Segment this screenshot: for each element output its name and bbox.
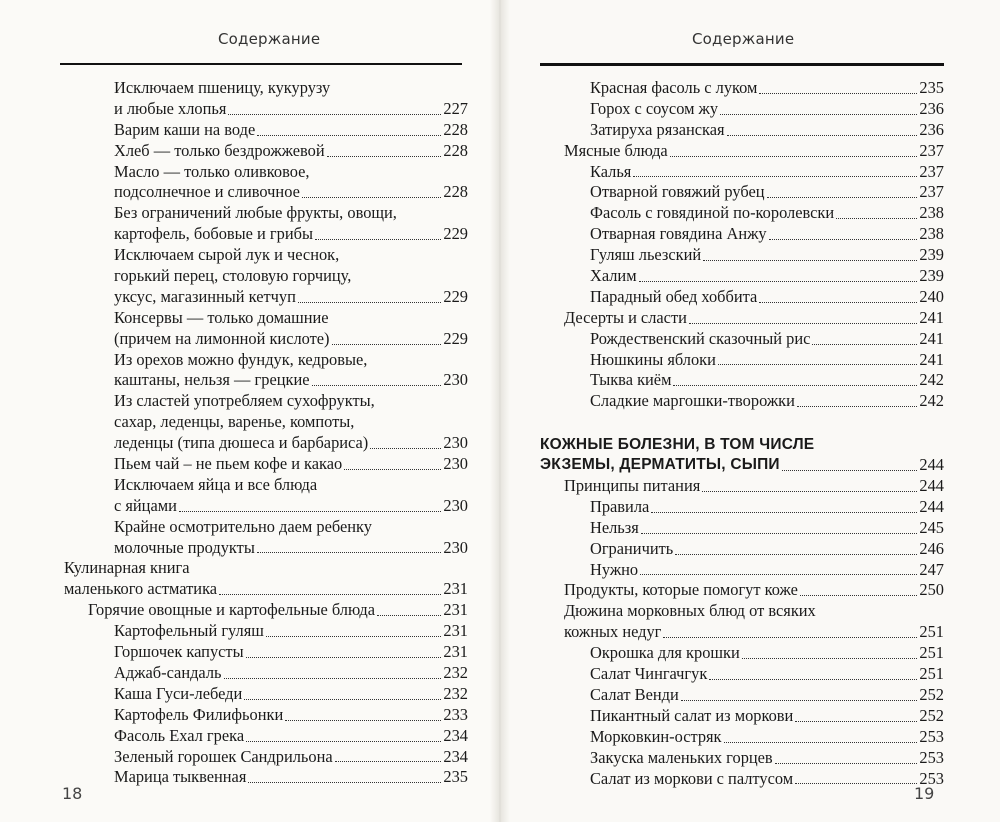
toc-entry	[64, 433, 468, 454]
right-toc	[540, 78, 944, 789]
toc-entry-title: Аджаб-сандаль	[114, 662, 222, 682]
dot-leader	[718, 350, 918, 371]
dot-leader	[285, 705, 441, 726]
toc-entry-continued	[64, 162, 468, 183]
toc-entry	[540, 370, 944, 391]
toc-page-number: 231	[443, 600, 468, 620]
toc-entry-continued	[64, 391, 468, 412]
toc-entry-title: (причем на лимонной кислоте)	[114, 328, 330, 348]
toc-entry-title: с яйцами	[114, 495, 177, 515]
toc-page-number: 234	[443, 746, 468, 766]
dot-leader	[344, 454, 441, 475]
toc-page-number: 252	[919, 705, 944, 725]
toc-page-number: 228	[443, 119, 468, 139]
toc-entry	[540, 497, 944, 518]
toc-entry-title: Картофельный гуляш	[114, 621, 264, 641]
toc-entry	[540, 245, 944, 266]
toc-entry	[64, 224, 468, 245]
toc-page-number: 244	[919, 476, 944, 496]
toc-page-number: 237	[919, 161, 944, 181]
dot-leader	[219, 579, 441, 600]
toc-entry-title: Марица тыквенная	[114, 767, 247, 787]
toc-entry	[64, 99, 468, 120]
toc-page-number: 241	[919, 328, 944, 348]
toc-entry-continued	[64, 308, 468, 329]
toc-entry	[540, 727, 944, 748]
toc-page-number: 235	[919, 78, 944, 97]
toc-page-number: 229	[443, 286, 468, 306]
dot-leader	[675, 539, 917, 560]
toc-entry-title: и любые хлопья	[114, 98, 227, 118]
toc-entry-title: Исключаем яйца и все блюда	[114, 474, 318, 494]
toc-entry-title: Нельзя	[590, 517, 639, 537]
toc-entry-continued	[64, 475, 468, 496]
dot-leader	[633, 162, 917, 183]
dot-leader	[640, 560, 917, 581]
toc-entry	[64, 287, 468, 308]
dot-leader	[651, 497, 917, 518]
toc-page-number: 239	[919, 245, 944, 265]
toc-entry-title: Пьем чай – не пьем кофе и какао	[114, 454, 343, 474]
toc-entry	[64, 370, 468, 391]
dot-leader	[641, 518, 918, 539]
toc-page-number: 234	[443, 725, 468, 745]
dot-leader	[800, 580, 917, 601]
left-running-header: Содержание	[218, 30, 321, 48]
toc-entry	[540, 580, 944, 601]
toc-page-number: 252	[919, 684, 944, 704]
toc-entry-continued	[540, 434, 944, 455]
toc-page-number: 253	[919, 726, 944, 746]
toc-entry-title: Картофель Филифьонки	[114, 704, 284, 724]
toc-entry	[540, 539, 944, 560]
toc-entry	[64, 538, 468, 559]
toc-page-number: 242	[919, 370, 944, 390]
toc-entry-title: Отварной говяжий рубец	[590, 182, 765, 202]
toc-entry-continued	[540, 601, 944, 622]
toc-entry	[64, 767, 468, 788]
toc-entry	[540, 266, 944, 287]
dot-leader	[302, 182, 442, 203]
toc-page-number: 237	[919, 182, 944, 202]
toc-entry	[64, 579, 468, 600]
dot-leader	[797, 391, 917, 412]
dot-leader	[795, 769, 917, 790]
dot-leader	[266, 621, 442, 642]
dot-leader	[673, 370, 917, 391]
toc-entry-title: Закуска маленьких горцев	[590, 747, 773, 767]
toc-entry-title: Горох с соусом жу	[590, 98, 719, 118]
dot-leader	[335, 747, 442, 768]
left-page	[0, 0, 498, 822]
toc-page-number: 242	[919, 391, 944, 411]
toc-entry-title: леденцы (типа дюшеса и барбариса)	[114, 433, 369, 453]
toc-entry-title: сахар, леденцы, варенье, компоты,	[114, 412, 355, 432]
toc-entry-title: Из сластей употребляем сухофрукты,	[114, 391, 375, 411]
toc-entry-title: Нюшкины яблоки	[590, 349, 716, 369]
dot-leader	[795, 706, 917, 727]
toc-page-number: 233	[443, 704, 468, 724]
dot-leader	[689, 308, 918, 329]
dot-leader	[228, 99, 441, 120]
toc-entry-title: Халим	[590, 266, 637, 286]
toc-entry	[64, 747, 468, 768]
toc-entry	[64, 684, 468, 705]
toc-entry-title: подсолнечное и сливочное	[114, 182, 300, 202]
toc-entry-title: Фасоль Ехал грека	[114, 725, 245, 745]
dot-leader	[724, 727, 918, 748]
left-toc	[64, 78, 468, 788]
toc-entry-title: Нужно	[590, 559, 639, 579]
section-gap	[540, 412, 944, 434]
toc-entry-title: Правила	[590, 496, 650, 516]
toc-page-number: 237	[919, 140, 944, 160]
toc-entry	[540, 120, 944, 141]
toc-entry	[540, 391, 944, 412]
toc-page-number: 230	[443, 370, 468, 390]
toc-page-number: 238	[919, 224, 944, 244]
toc-page-number: 229	[443, 224, 468, 244]
toc-entry-title: Каша Гуси-лебеди	[114, 683, 243, 703]
toc-entry-title: маленького астматика	[64, 579, 218, 599]
toc-entry	[540, 685, 944, 706]
toc-entry-title: Салат из моркови с палтусом	[590, 768, 794, 788]
toc-entry-title: Зеленый горошек Сандрильона	[114, 746, 333, 766]
toc-entry-title: Салат Венди	[590, 684, 679, 704]
dot-leader	[332, 329, 442, 350]
toc-entry-title: Гуляш льезский	[590, 245, 702, 265]
dot-leader	[759, 78, 917, 99]
toc-page-number: 238	[919, 203, 944, 223]
book-gutter	[490, 0, 510, 822]
toc-entry-title: Исключаем сырой лук и чеснок,	[114, 245, 340, 265]
left-page-number: 18	[62, 784, 83, 803]
toc-entry	[64, 642, 468, 663]
toc-entry-title: Фасоль с говядиной по-королевски	[590, 203, 835, 223]
dot-leader	[639, 266, 918, 287]
dot-leader	[246, 726, 441, 747]
toc-entry	[540, 99, 944, 120]
toc-entry	[540, 308, 944, 329]
toc-entry-title: Салат Чингачгук	[590, 664, 708, 684]
toc-page-number: 230	[443, 537, 468, 557]
toc-page-number: 232	[443, 683, 468, 703]
toc-entry	[64, 726, 468, 747]
toc-entry-continued	[64, 350, 468, 371]
dot-leader	[727, 120, 918, 141]
toc-page-number: 244	[919, 455, 944, 475]
dot-leader	[246, 642, 442, 663]
dot-leader	[327, 141, 442, 162]
toc-entry	[64, 182, 468, 203]
toc-entry-title: Продукты, которые помогут коже	[564, 580, 798, 600]
toc-entry	[540, 748, 944, 769]
toc-entry	[540, 643, 944, 664]
toc-entry	[540, 622, 944, 643]
right-page	[502, 0, 1000, 822]
toc-page-number: 230	[443, 433, 468, 453]
toc-entry-title: ЭКЗЕМЫ, ДЕРМАТИТЫ, СЫПИ	[540, 456, 780, 474]
dot-leader	[370, 433, 441, 454]
toc-entry	[540, 455, 944, 476]
toc-entry	[540, 518, 944, 539]
toc-entry	[64, 329, 468, 350]
dot-leader	[812, 329, 917, 350]
toc-entry-title: КОЖНЫЕ БОЛЕЗНИ, В ТОМ ЧИСЛЕ	[540, 436, 815, 454]
toc-entry	[64, 600, 468, 621]
dot-leader	[298, 287, 442, 308]
toc-page-number: 247	[919, 559, 944, 579]
dot-leader	[759, 287, 917, 308]
dot-leader	[670, 141, 918, 162]
dot-leader	[312, 370, 442, 391]
toc-entry-continued	[64, 266, 468, 287]
dot-leader	[681, 685, 918, 706]
toc-entry-title: Консервы — только домашние	[114, 307, 329, 327]
dot-leader	[769, 224, 918, 245]
toc-entry	[540, 769, 944, 790]
toc-entry-continued	[64, 245, 468, 266]
dot-leader	[709, 664, 917, 685]
dot-leader	[720, 99, 917, 120]
toc-page-number: 228	[443, 140, 468, 160]
toc-entry-title: Крайне осмотрительно даем ребенку	[114, 516, 372, 536]
toc-entry-title: Горшочек капусты	[114, 642, 244, 662]
toc-page-number: 235	[443, 767, 468, 787]
toc-page-number: 231	[443, 642, 468, 662]
toc-entry-title: Парадный обед хоббита	[590, 286, 758, 306]
dot-leader	[257, 538, 442, 559]
toc-entry	[540, 560, 944, 581]
dot-leader	[377, 600, 441, 621]
dot-leader	[663, 622, 917, 643]
toc-entry-title: Принципы питания	[564, 476, 701, 496]
toc-entry-title: Морковкин-остряк	[590, 726, 722, 746]
toc-page-number: 250	[919, 580, 944, 600]
toc-entry	[540, 162, 944, 183]
toc-entry	[540, 706, 944, 727]
toc-page-number: 244	[919, 496, 944, 516]
toc-entry-title: Варим каши на воде	[114, 119, 256, 139]
toc-entry	[64, 141, 468, 162]
toc-entry	[540, 476, 944, 497]
toc-page-number: 227	[443, 98, 468, 118]
toc-entry	[540, 224, 944, 245]
toc-entry	[540, 329, 944, 350]
toc-entry-title: кожных недуг	[564, 622, 662, 642]
dot-leader	[244, 684, 441, 705]
toc-entry-title: Пикантный салат из моркови	[590, 705, 794, 725]
dot-leader	[257, 120, 441, 141]
toc-page-number: 232	[443, 662, 468, 682]
right-page-number: 19	[914, 784, 935, 803]
toc-page-number: 229	[443, 328, 468, 348]
toc-page-number: 239	[919, 266, 944, 286]
toc-page-number: 228	[443, 182, 468, 202]
toc-entry-title: Тыква киём	[590, 370, 672, 390]
dot-leader	[224, 663, 442, 684]
toc-entry	[540, 182, 944, 203]
toc-page-number: 253	[919, 747, 944, 767]
toc-entry-title: Рождественский сказочный рис	[590, 328, 811, 348]
toc-entry-continued	[64, 558, 468, 579]
toc-page-number: 236	[919, 119, 944, 139]
right-running-header: Содержание	[692, 30, 795, 48]
toc-entry-title: Затируха рязанская	[590, 119, 725, 139]
right-header-rule	[540, 63, 944, 66]
toc-entry-title: Кулинарная книга	[64, 558, 190, 578]
toc-entry-title: Калья	[590, 161, 632, 181]
toc-page-number: 241	[919, 349, 944, 369]
toc-page-number: 251	[919, 643, 944, 663]
toc-entry-title: каштаны, нельзя — грецкие	[114, 370, 310, 390]
toc-entry-title: Десерты и сласти	[564, 307, 687, 327]
toc-entry-title: Горячие овощные и картофельные блюда	[88, 600, 375, 620]
toc-entry-title: Отварная говядина Анжу	[590, 224, 767, 244]
toc-entry-title: Хлеб — только бездрожжевой	[114, 140, 325, 160]
toc-entry	[540, 350, 944, 371]
toc-entry-title: уксус, магазинный кетчуп	[114, 286, 296, 306]
toc-page-number: 241	[919, 307, 944, 327]
left-header-rule	[60, 63, 462, 65]
toc-entry-title: Ограничить	[590, 538, 674, 558]
toc-page-number: 251	[919, 622, 944, 642]
toc-entry	[64, 496, 468, 517]
dot-leader	[767, 182, 918, 203]
toc-entry-title: Из орехов можно фундук, кедровые,	[114, 349, 368, 369]
dot-leader	[782, 455, 918, 476]
toc-page-number: 230	[443, 454, 468, 474]
toc-entry	[64, 621, 468, 642]
toc-page-number: 240	[919, 286, 944, 306]
toc-entry-title: Без ограничений любые фрукты, овощи,	[114, 203, 397, 223]
toc-entry	[64, 663, 468, 684]
toc-entry	[540, 664, 944, 685]
toc-entry-title: Окрошка для крошки	[590, 643, 740, 663]
toc-entry	[64, 120, 468, 141]
toc-entry-continued	[64, 203, 468, 224]
toc-page-number: 245	[919, 517, 944, 537]
toc-page-number: 236	[919, 98, 944, 118]
toc-entry-title: Масло — только оливковое,	[114, 161, 310, 181]
toc-entry-title: Исключаем пшеницу, кукурузу	[114, 78, 331, 97]
toc-entry-continued	[64, 78, 468, 99]
dot-leader	[703, 245, 917, 266]
toc-entry-title: Дюжина морковных блюд от всяких	[564, 601, 816, 621]
dot-leader	[179, 496, 442, 517]
toc-entry-title: Сладкие маргошки-творожки	[590, 391, 795, 411]
toc-entry	[540, 78, 944, 99]
toc-entry	[64, 454, 468, 475]
toc-entry-title: картофель, бобовые и грибы	[114, 224, 313, 244]
toc-page-number: 251	[919, 664, 944, 684]
toc-entry	[64, 705, 468, 726]
toc-entry	[540, 141, 944, 162]
dot-leader	[742, 643, 918, 664]
toc-page-number: 246	[919, 538, 944, 558]
toc-entry	[540, 203, 944, 224]
toc-entry-title: Мясные блюда	[564, 140, 668, 160]
toc-entry-continued	[64, 412, 468, 433]
toc-page-number: 230	[443, 495, 468, 515]
toc-entry-title: горький перец, столовую горчицу,	[114, 266, 352, 286]
dot-leader	[702, 476, 917, 497]
toc-entry-title: Красная фасоль с луком	[590, 78, 758, 97]
dot-leader	[248, 767, 441, 788]
dot-leader	[836, 203, 917, 224]
dot-leader	[775, 748, 918, 769]
dot-leader	[315, 224, 441, 245]
toc-entry	[540, 287, 944, 308]
toc-entry-continued	[64, 517, 468, 538]
toc-page-number: 231	[443, 621, 468, 641]
toc-page-number: 231	[443, 579, 468, 599]
toc-page-number: 253	[919, 768, 944, 788]
toc-entry-title: молочные продукты	[114, 537, 255, 557]
